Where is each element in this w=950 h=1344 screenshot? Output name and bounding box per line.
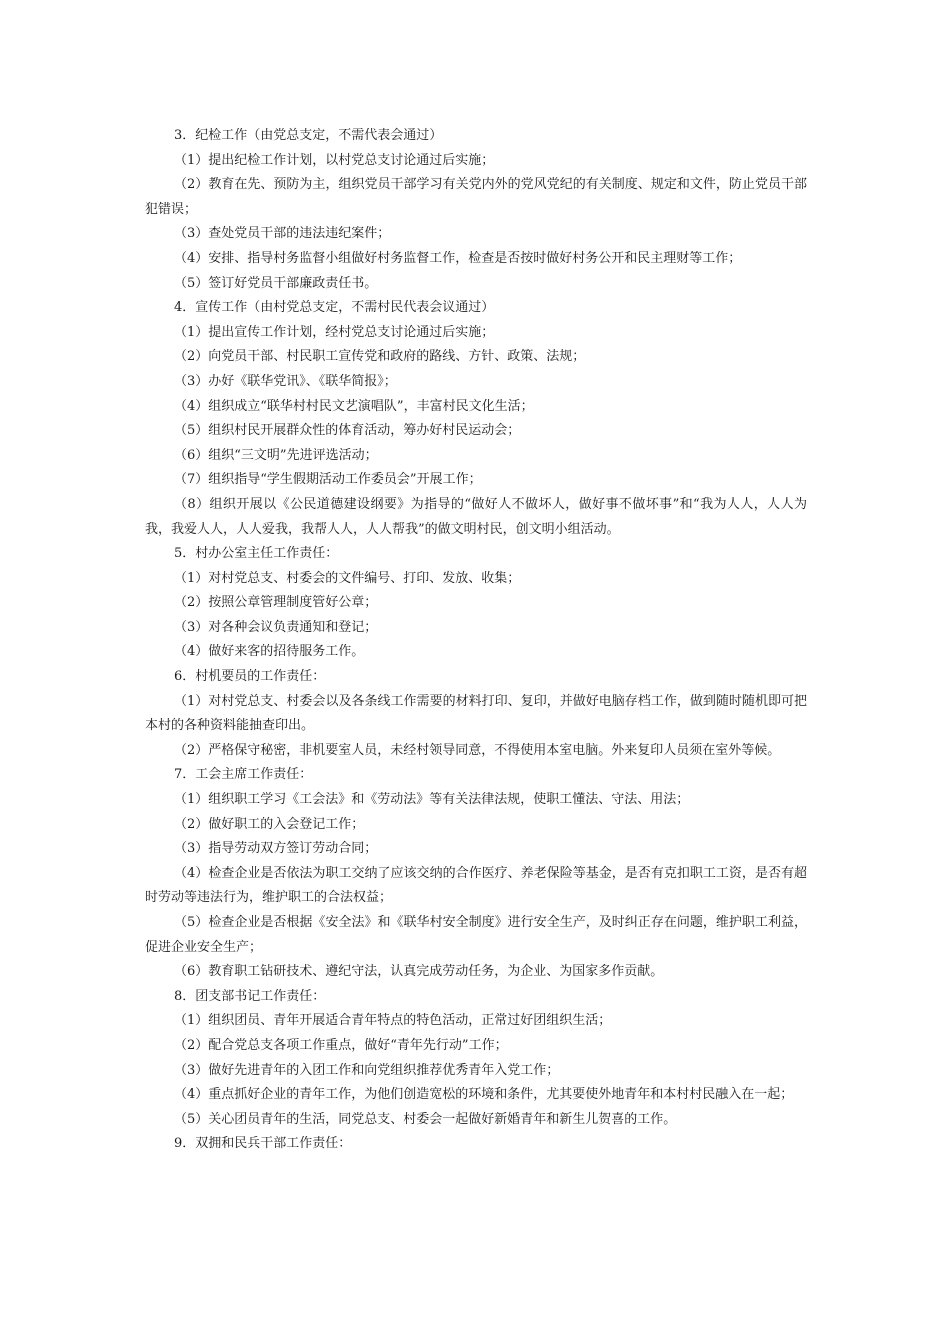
- list-item: （4）安排、指导村务监督小组做好村务监督工作，检查是否按时做好村务公开和民主理财等工作；: [174, 250, 742, 266]
- list-item: （4）组织成立“联华村村民文艺演唱队”，丰富村民文化生活；: [174, 398, 534, 414]
- list-item: （6）教育职工钻研技术、遵纪守法，认真完成劳动任务，为企业、为国家多作贡献。: [174, 964, 664, 980]
- list-item: （8）组织开展以《公民道德建设纲要》为指导的“做好人不做坏人，做好事不做坏事”和“我为人人，人人为我，我爱人人，人人爱我，我帮人人，人人帮我”的做文明村民，创文明小组活动。: [145, 496, 807, 537]
- document-page: [145, 124, 807, 1157]
- list-item: （3）做好先进青年的入团工作和向党组织推荐优秀青年入党工作；: [174, 1062, 560, 1078]
- list-item: （1）提出宣传工作计划，经村党总支讨论通过后实施；: [174, 324, 495, 340]
- section-heading-confidential-clerk: 6．村机要员的工作责任：: [174, 669, 326, 685]
- section-heading-publicity: 4．宣传工作（由村党总支定，不需村民代表会议通过）: [174, 300, 495, 316]
- list-item: （1）对村党总支、村委会的文件编号、打印、发放、收集；: [174, 570, 521, 586]
- list-item: （2）教育在先、预防为主，组织党员干部学习有关党内外的党风党纪的有关制度、规定和文件，防止党员干部犯错误；: [145, 177, 807, 217]
- list-item: （2）做好职工的入会登记工作；: [174, 816, 365, 832]
- list-item: （5）检查企业是否根据《安全法》和《联华村安全制度》进行安全生产，及时纠正存在问题，维护职工利益，促进企业安全生产；: [145, 915, 807, 955]
- section-heading-office-director: 5．村办公室主任工作责任：: [174, 546, 339, 562]
- list-item: （1）提出纪检工作计划，以村党总支讨论通过后实施；: [174, 152, 495, 168]
- section-heading-militia: 9．双拥和民兵干部工作责任：: [174, 1136, 352, 1152]
- section-heading-discipline: 3．纪检工作（由党总支定，不需代表会通过）: [174, 128, 443, 143]
- list-item: （4）检查企业是否依法为职工交纳了应该交纳的合作医疗、养老保险等基金，是否有克扣职工工资，是否有超时劳动等违法行为，维护职工的合法权益；: [145, 865, 807, 906]
- list-item: （3）查处党员干部的违法违纪案件；: [174, 226, 391, 242]
- list-item: （1）组织职工学习《工会法》和《劳动法》等有关法律法规，使职工懂法、守法、用法；: [174, 792, 690, 808]
- list-item: （1）组织团员、青年开展适合青年特点的特色活动，正常过好团组织生活；: [174, 1013, 612, 1029]
- list-item: （1）对村党总支、村委会以及各条线工作需要的材料打印、复印，并做好电脑存档工作，做到随时随机即可把本村的各种资料能抽查印出。: [145, 693, 807, 734]
- list-item: （2）配合党总支各项工作重点，做好“青年先行动”工作；: [174, 1037, 508, 1053]
- list-item: （3）对各种会议负责通知和登记；: [174, 619, 378, 635]
- list-item: （5）签订好党员干部廉政责任书。: [174, 275, 378, 291]
- list-item: （2）向党员干部、村民职工宣传党和政府的路线、方针、政策、法规；: [174, 349, 586, 365]
- list-item: （7）组织指导“学生假期活动工作委员会”开展工作；: [174, 472, 482, 488]
- section-heading-union-chair: 7．工会主席工作责任：: [174, 767, 313, 783]
- list-item: （4）重点抓好企业的青年工作，为他们创造宽松的环境和条件，尤其要使外地青年和本村村民融入在一起；: [174, 1087, 794, 1103]
- list-item: （5）关心团员青年的生活，同党总支、村委会一起做好新婚青年和新生儿贺喜的工作。: [174, 1111, 677, 1127]
- list-item: （3）办好《联华党讯》、《联华简报》；: [174, 373, 397, 389]
- list-item: （4）做好来客的招待服务工作。: [174, 644, 365, 660]
- list-item: （5）组织村民开展群众性的体育活动，筹办好村民运动会；: [174, 423, 521, 439]
- list-item: （2）按照公章管理制度管好公章；: [174, 595, 378, 611]
- list-item: （6）组织“三文明”先进评选活动；: [174, 447, 378, 463]
- section-heading-youth-league: 8．团支部书记工作责任：: [174, 988, 326, 1004]
- list-item: （2）严格保守秘密，非机要室人员，未经村领导同意，不得使用本室电脑。外来复印人员须在室外等候。: [174, 742, 781, 758]
- list-item: （3）指导劳动双方签订劳动合同；: [174, 841, 378, 857]
